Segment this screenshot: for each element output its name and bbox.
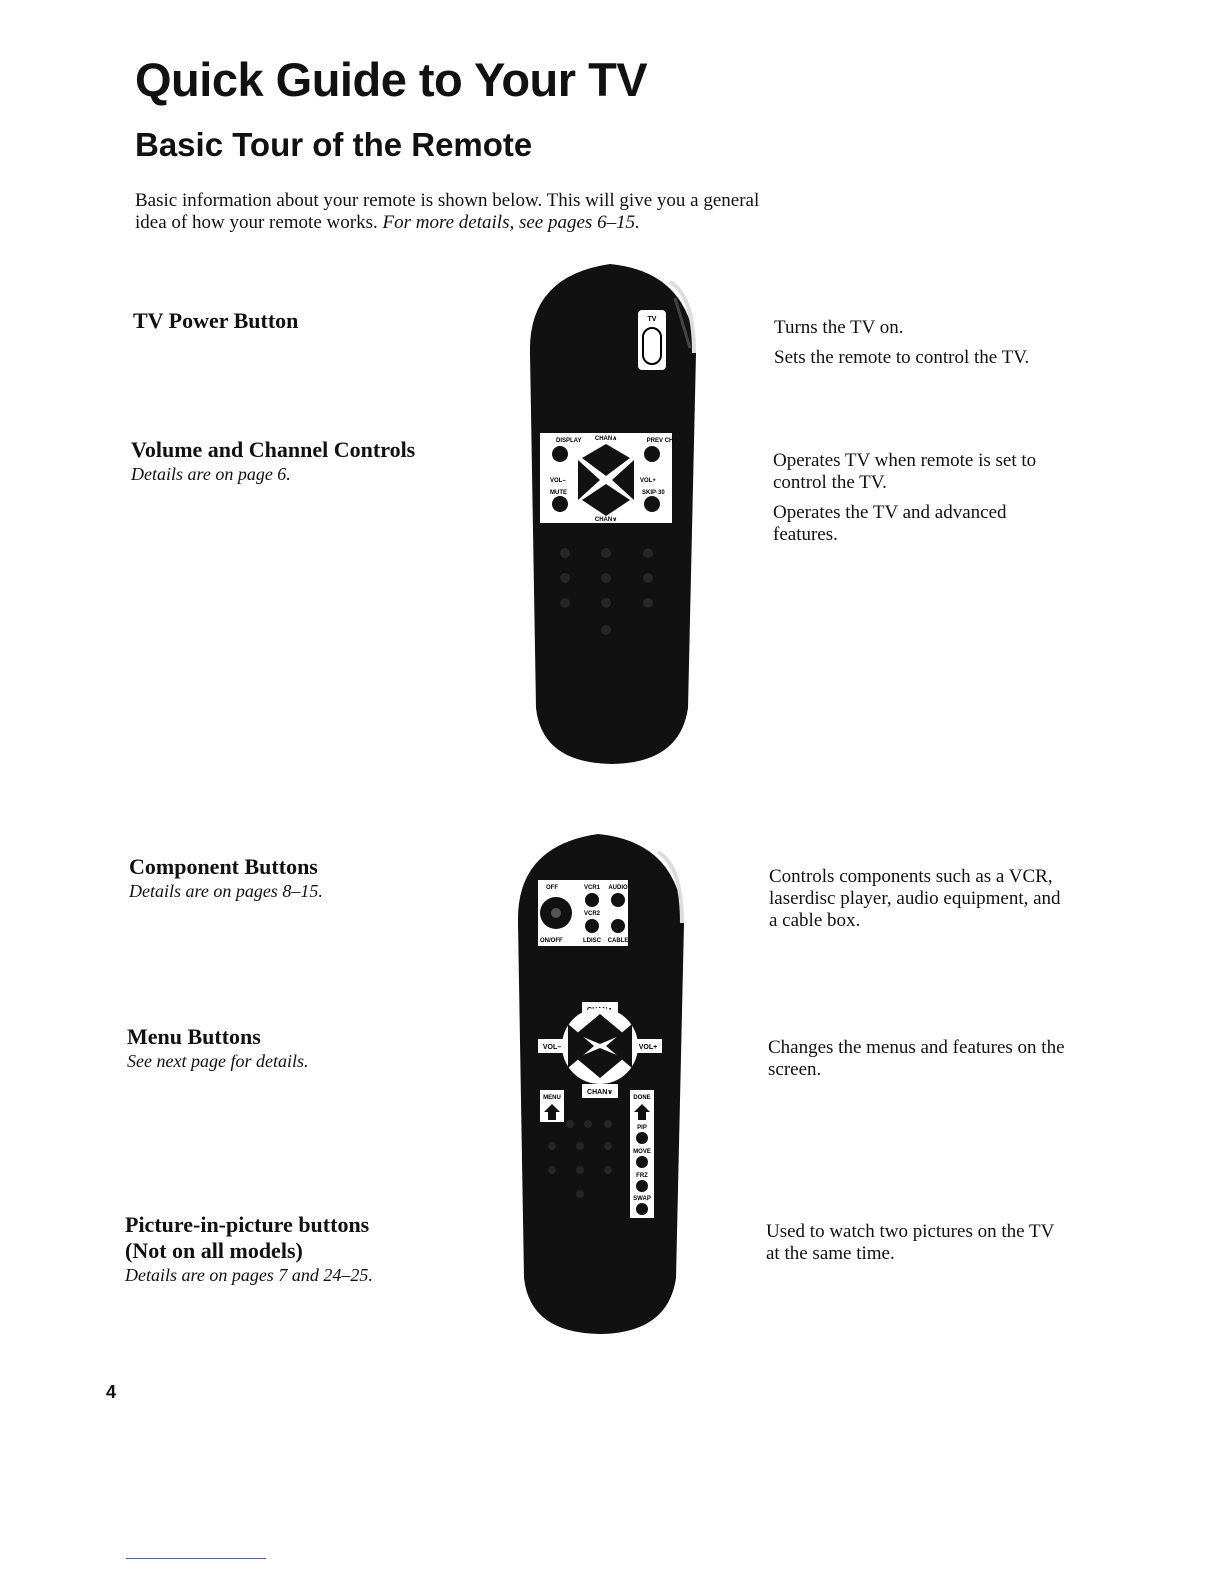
volume-channel-desc-2: Operates the TV and advanced features.: [773, 502, 1007, 545]
menu-label: MENU: [543, 1095, 561, 1101]
skip-button: [644, 496, 660, 512]
tv-button-label: TV: [647, 316, 657, 323]
cable-label: CABLE: [607, 938, 629, 944]
page-number: 4: [106, 1382, 117, 1402]
pip-button: [636, 1132, 648, 1144]
vcr2-button: [585, 919, 599, 933]
swap-button: [636, 1203, 648, 1215]
skip-label: SKIP·30: [642, 490, 665, 496]
onoff-label: ON/OFF: [540, 938, 563, 944]
vcr2-label: VCR2: [583, 911, 601, 917]
vcr1-button: [585, 893, 599, 907]
pip-label-line1: Picture-in-picture buttons: [125, 1212, 370, 1237]
volume-channel-desc-1: Operates TV when remote is set to control the TV.: [773, 450, 1037, 493]
pip-button-label: PIP: [637, 1125, 647, 1131]
move-label: MOVE: [633, 1149, 651, 1155]
mute-label: MUTE: [550, 490, 567, 496]
frz-label: FRZ: [636, 1173, 648, 1179]
frz-button: [636, 1180, 648, 1192]
pip-label-line2: (Not on all models): [125, 1238, 303, 1263]
vol-minus-label: VOL–: [542, 1044, 562, 1051]
audio-label: AUDIO: [608, 885, 628, 891]
intro-text: Basic information about your remote is shown below. This will give you a general idea of how your remote works.: [135, 190, 760, 233]
section-heading: Basic Tour of the Remote: [135, 126, 533, 163]
intro-reference: For more details, see pages 6–15.: [382, 212, 640, 233]
done-label: DONE: [633, 1095, 651, 1101]
move-button: [636, 1156, 648, 1168]
intro-paragraph: [135, 190, 775, 234]
volume-channel-description: [773, 450, 1073, 554]
off-label: OFF: [546, 885, 558, 891]
volume-channel-detail: Details are on page 6.: [131, 464, 291, 484]
pip-detail: Details are on pages 7 and 24–25.: [125, 1265, 373, 1285]
page-title: Quick Guide to Your TV: [135, 53, 648, 106]
ldisc-label: LDISC: [583, 938, 601, 944]
remote-illustration-top: [520, 258, 705, 773]
footer-rule: [126, 1558, 266, 1559]
menu-description: Changes the menus and features on the screen.: [768, 1037, 1065, 1080]
chan-down-label: CHAN∨: [594, 517, 618, 523]
vol-plus-label: VOL+: [640, 478, 656, 484]
mute-button: [552, 496, 568, 512]
component-description: Controls components such as a VCR, laserdisc player, audio equipment, and a cable box.: [769, 866, 1061, 931]
prev-ch-label: PREV CH: [646, 438, 674, 444]
ldisc-button: [611, 919, 625, 933]
display-button: [552, 446, 568, 462]
tv-power-label: TV Power Button: [133, 308, 299, 333]
tv-power-desc-1: Turns the TV on.: [774, 317, 904, 338]
component-label: Component Buttons: [129, 854, 318, 879]
swap-label: SWAP: [633, 1196, 651, 1202]
component-detail: Details are on pages 8–15.: [129, 881, 323, 901]
chan-down-label: CHAN∨: [587, 1089, 613, 1096]
menu-label: Menu Buttons: [127, 1024, 261, 1049]
chan-up-label: CHAN∧: [594, 436, 618, 442]
volume-channel-label: Volume and Channel Controls: [131, 437, 416, 462]
pip-description: Used to watch two pictures on the TV at the same time.: [766, 1221, 1054, 1264]
display-label: DISPLAY: [556, 438, 582, 444]
vol-plus-label: VOL+: [638, 1044, 658, 1051]
audio-button: [611, 893, 625, 907]
prev-ch-button: [644, 446, 660, 462]
vcr1-label: VCR1: [583, 885, 601, 891]
tv-power-desc-2: Sets the remote to control the TV.: [774, 347, 1030, 368]
remote-illustration-bottom: [508, 828, 693, 1338]
menu-detail: See next page for details.: [127, 1051, 309, 1071]
tv-power-description: [774, 317, 1074, 377]
vol-minus-label: VOL–: [550, 478, 566, 484]
